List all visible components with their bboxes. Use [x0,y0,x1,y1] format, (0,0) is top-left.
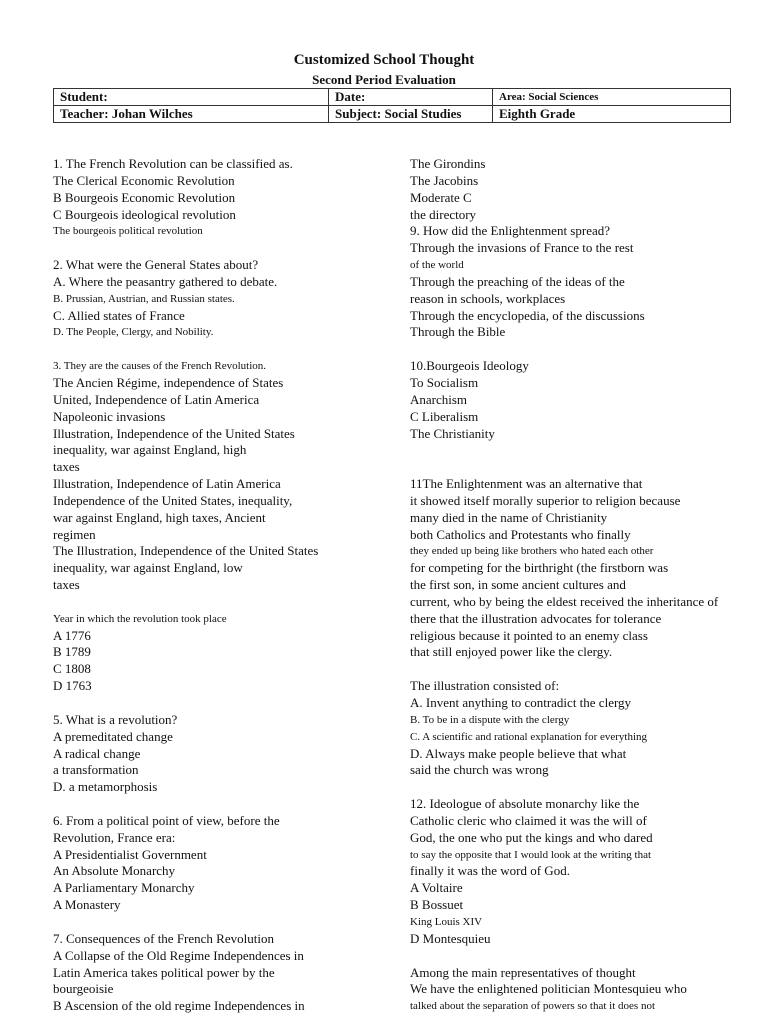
text-line: C. A scientific and rational explanation for everything [410,730,648,743]
text-line: An Absolute Monarchy [53,863,176,879]
text-line: both Catholics and Protestants who finally [410,526,631,542]
text-line: 7. Consequences of the French Revolution [53,930,274,946]
text-line: a transformation [53,762,139,778]
text-line: 6. From a political point of view, before the [53,812,280,828]
text-line: D 1763 [53,678,92,694]
text-line: D Montesquieu [410,930,491,946]
spacer [53,341,393,358]
text-line: B. To be in a dispute with the clergy [410,713,570,726]
text-line: B Bossuet [410,897,464,913]
text-line: Moderate C [410,189,472,205]
text-line: A Monastery [53,897,121,913]
text-line: D. Always make people believe that what [410,745,627,761]
text-line: 9. How did the Enlightenment spread? [410,223,611,239]
text-line: C Bourgeois ideological revolution [53,206,236,222]
text-line: The bourgeois political revolution [53,225,203,238]
text-line: A. Invent anything to contradict the clergy [410,695,632,710]
document-subtitle: Second Period Evaluation [312,72,456,87]
text-line: 10.Bourgeois Ideology [410,358,529,374]
text-line: C 1808 [53,661,91,677]
text-line: Napoleonic invasions [53,408,166,424]
text-line: The Illustration, Independence of the United States [53,543,319,559]
text-line: to say the opposite that I would look at the writing that [410,848,652,861]
spacer [410,341,740,358]
text-line: B. Prussian, Austrian, and Russian states. [53,292,235,305]
text-line: 11The Enlightenment was an alternative that [410,476,643,492]
text-line: A radical change [53,745,141,761]
text-line: the first son, in some ancient cultures and [410,577,626,593]
text-line: B Ascension of the old regime Independences in [53,998,305,1014]
spacer [410,661,740,678]
text-line: war against England, high taxes, Ancient [53,509,266,525]
text-line: the directory [410,206,477,222]
text-line: Through the encyclopedia, of the discussions [410,307,645,323]
text-line: inequality, war against England, high [53,442,247,458]
text-line: D. The People, Clergy, and Nobility. [53,326,214,339]
text-line: The Jacobins [410,172,479,188]
spacer [53,695,393,712]
document-title: Customized School Thought [293,52,475,68]
text-line: Illustration, Independence of the United States [53,425,295,441]
text-line: religious because it pointed to an enemy class [410,627,648,643]
date-field: Date: [329,89,493,106]
text-line: Through the Bible [410,324,506,340]
spacer [410,948,740,965]
text-line: B Bourgeois Economic Revolution [53,189,236,205]
text-line: 2. What were the General States about? [53,257,259,273]
text-line: that still enjoyed power like the clergy. [410,644,613,660]
text-line: of the world [410,259,464,272]
text-line: Independence of the United States, inequality, [53,492,293,508]
header-table [53,88,731,123]
text-line: 1. The French Revolution can be classified as. [53,156,293,171]
text-line: To Socialism [410,374,479,390]
text-line: regimen [53,526,96,542]
text-line: D. a metamorphosis [53,779,158,795]
grade-field: Eighth Grade [493,106,731,123]
text-line: A Parliamentary Monarchy [53,880,195,896]
text-line: God, the one who put the kings and who dared [410,829,653,845]
student-field: Student: [54,89,329,106]
text-line: The Ancien Régime, independence of States [53,374,284,390]
spacer [53,796,393,813]
text-line: Through the preaching of the ideas of the [410,273,625,289]
text-line: C Liberalism [410,408,479,424]
text-line: they ended up being like brothers who hated each other [410,545,654,558]
text-line: 5. What is a revolution? [53,711,178,727]
spacer [53,594,393,611]
area-field: Area: Social Sciences [493,89,731,106]
text-line: 3. They are the causes of the French Revolution. [53,360,267,373]
text-line: B 1789 [53,644,91,660]
text-line: there that the illustration advocates for tolerance [410,610,662,626]
text-line: talked about the separation of powers so that it does not [410,1000,655,1013]
text-line: Catholic cleric who claimed it was the will of [410,812,647,828]
text-line: 12. Ideologue of absolute monarchy like the [410,796,640,812]
text-line: Through the invasions of France to the rest [410,240,634,256]
text-line: Illustration, Independence of Latin America [53,476,281,492]
text-line: A Presidentialist Government [53,846,207,862]
text-line: The illustration consisted of: [410,678,560,694]
subject-field: Subject: Social Studies [329,106,493,123]
text-line: Among the main representatives of thought [410,964,636,980]
text-line: for competing for the birthright (the firstborn was [410,560,669,576]
text-line: A Collapse of the Old Regime Independences in [53,947,304,963]
teacher-field: Teacher: Johan Wilches [54,106,329,123]
text-line: We have the enlightened politician Montesquieu who [410,981,687,997]
text-line: taxes [53,459,80,475]
text-line: United, Independence of Latin America [53,391,260,407]
text-line: A Voltaire [410,880,463,896]
text-line: A 1776 [53,627,91,643]
text-line: A premeditated change [53,728,173,744]
text-line: C. Allied states of France [53,307,185,323]
left-column [53,156,393,1015]
spacer [53,914,393,931]
text-line: Revolution, France era: [53,829,176,845]
text-line: finally it was the word of God. [410,863,570,879]
text-line: taxes [53,577,80,593]
text-line: The Christianity [410,425,495,441]
spacer [410,779,740,796]
text-line: many died in the name of Christianity [410,509,608,525]
text-line: bourgeoisie [53,981,114,997]
text-line: King Louis XIV [410,915,483,928]
text-line: Anarchism [410,391,468,407]
text-line: Year in which the revolution took place [53,612,227,625]
text-line: The Girondins [410,156,486,171]
text-line: A. Where the peasantry gathered to debate. [53,273,278,289]
text-line: said the church was wrong [410,762,549,778]
text-line: reason in schools, workplaces [410,290,566,306]
spacer [410,459,740,476]
text-line: current, who by being the eldest received the inheritance of [410,593,719,609]
text-line: Latin America takes political power by the [53,964,275,980]
right-column [410,156,740,1015]
text-line: The Clerical Economic Revolution [53,172,235,188]
text-line: it showed itself morally superior to religion because [410,492,681,508]
spacer [410,442,740,459]
spacer [53,240,393,257]
text-line: inequality, war against England, low [53,560,243,576]
